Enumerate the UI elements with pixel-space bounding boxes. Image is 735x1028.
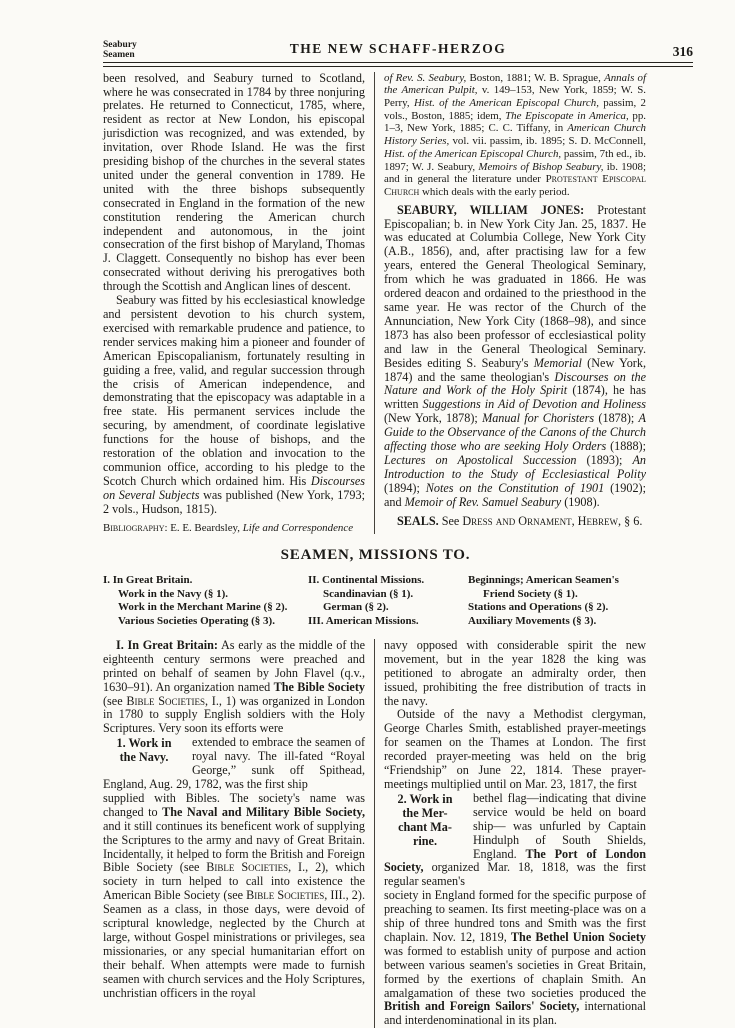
running-head [103,41,137,60]
paragraph-text: bethel flag—indicating that divine service would be held on board ship— was unfurled by Captain Hindulph of South Shields, England. The Port of London Society, organized Mar. 18, 1818, was the first regular seamen's [384,790,646,889]
outline-entry: Work in the Navy (§ 1). [118,587,228,600]
article-heading: SEAMEN, MISSIONS TO. [280,547,471,564]
paragraph-text: extended to embrace the seamen of royal navy. The ill-fated “Royal George,” sunk off Spithead, England, Aug. 29, 1782, was the first ship [103,735,365,791]
paragraph [103,792,365,1001]
paragraph-text: society in England formed for the specific purpose of preaching to seamen. Its first meeting-place was on a ship of three hundred tons and Smith was the first chaplain. Nov. 12, 1819, The Bethel Union Society was formed to establish unity of purpose and action between various seamen's societies in Great Britain, formed by the exertions of chaplain Smith. An amalgamation of these two societies produced the British and Foreign Sailors' Society, international and interdenominational in its plan. [384,888,646,1028]
page-number: 316 [672,44,693,59]
paragraph [103,736,365,792]
top-section [103,72,648,535]
header-rule [103,62,693,67]
page-header [103,34,693,60]
outline-column-1 [103,574,308,628]
paragraph-text: Seabury was fitted by his ecclesiastical knowledge and persistent devotion to his church system, exercised with remarkable prudence and patience, to render services making him a pioneer and founder of American Episcopalianism, fortunately resulting in guiding a free, valid, and regular succession through the crisis of American independence, and demonstrating that the episcopacy was adaptable in a free state. His permanent services include the securing, by amendment, of coordinate legislative functions for the house of bishops, and the restoration of the oblation and invocation to the communion office, according to his pledge to the Scotch Church which ordained him. His Discourses on Several Subjects was published (New York, 1793; 2 vols., Hudson, 1815). [103,293,365,516]
paragraph-text: been resolved, and Seabury turned to Scotland, where he was consecrated in 1784 by three nonjuring prelates. He returned to Connecticut, 1785, where, resident as rector at New London, his episcopal jurisdiction was recognized, and was extended, by invitation, over Rhode Island. He was the first presiding bishop of the churches in the several states united under the general convention in 1789. He united with the three bishops subsequently consecrated in England in the formation of the new constitution rendering the American church independent and autonomous, in the joint consecration of the first bishop of Maryland, Thomas J. Claggett. Consequently no bishop has ever been consecrated without deriving his prerogatives both through the Scottish and Anglican lines of descent. [103,70,365,294]
paragraph-text: of Rev. S. Seabury, Boston, 1881; W. B. Sprague, Annals of the American Pulpit, v. 149–153, New York, 1859; W. S. Perry, Hist. of the American Episcopal Church, passim, 2 vols., Boston, 1885; idem, The Episcopate in America, pp. 1–3, New York, 1885; C. C. Tiffany, in American Church History Series, vol. vii. passim, ib. 1895; S. D. McConnell, Hist. of the American Episcopal Church, passim, 7th ed., ib. 1897; W. J. Seabury, Memoirs of Bishop Seabury, ib. 1908; and in general the literature under Protestant Episcopal Church which deals with the early period. [384,71,647,198]
outline-entry: Stations and Operations (§ 2). [468,601,609,614]
running-head-line-2: Seamen [103,49,135,60]
paragraph-text: I. In Great Britain: As early as the middle of the eighteenth century sermons were preached and printed on behalf of seamen by John Flavel (q.v., 1630–91). An organization named The Bible Society (see Bible Societies, I., 1) was organized in London in 1780 to supply English soldiers with the Holy Scriptures. Very soon its efforts were [103,637,365,736]
paragraph-text: Outside of the navy a Methodist clergyman, George Charles Smith, established prayer-meetings for seamen on the Thames at London. The first recorded prayer-meeting was held on the brig “Friendship” on June 22, 1814. These prayer-meetings multiplied until on Mar. 23, 1817, the first [384,707,646,791]
outline-entry: Work in the Merchant Marine (§ 2). [118,601,288,614]
paragraph [384,639,646,709]
seamen-left-column [103,639,365,1028]
paragraph [384,792,646,889]
paragraph [384,889,646,1028]
running-head-line-1: Seabury [103,40,137,50]
paragraph [384,204,646,510]
outline-entry: Scandinavian (§ 1). [323,587,414,600]
outline-entry: Beginnings; American Seamen's [468,574,619,587]
column-divider [374,72,375,535]
section-sidehead: 1. Work in the Navy. [116,736,172,765]
outline-column-3 [468,574,648,628]
paragraph [384,72,646,199]
outline-entry: II. Continental Missions. [308,574,425,587]
paragraph [384,708,646,791]
outline-entry: Friend Society (§ 1). [483,587,578,600]
paragraph-text: SEABURY, WILLIAM JONES: Protestant Episcopalian; b. in New York City Jan. 25, 1837. He was educated at Columbia College, New York City (A.B., 1856), and, after practising law for a few years, entered the General Theological Seminary, from which he was graduated in 1866. He was ordered deacon and ordained to the priesthood in the same year. He was rector of the Church of the Annunciation, New York City (1868–98), and since 1873 has also been professor of ecclesiastical polity and law in the General Theological Seminary. Besides editing S. Seabury's Memorial (New York, 1874) and the same theologian's Discourses on the Nature and Work of the Holy Spirit (1874), he has written Suggestions in Aid of Devotion and Holiness (New York, 1878); Manual for Choristers (1878); A Guide to the Observance of the Canons of the Church affecting those who are seeking Holy Orders (1888); Lectures on Apostolical Succession (1893); An Introduction to the Study of Ecclesiastical Polity (1894); Notes on the Constitution of 1901 (1902); and Memoir of Rev. Samuel Seabury (1908). [384,202,646,509]
top-left-column [103,72,365,535]
outline-entry: I. In Great Britain. [103,574,193,587]
outline-entry: German (§ 2). [323,601,389,614]
outline-entry: Auxiliary Movements (§ 3). [468,614,597,627]
paragraph [103,294,365,517]
outline-entry: III. American Missions. [308,614,419,627]
outline-column-2 [308,574,468,628]
book-title: THE NEW SCHAFF-HERZOG [289,41,507,56]
column-divider [374,639,375,1028]
page-content [103,34,693,1028]
bottom-section [103,639,648,1028]
paragraph [103,72,365,295]
seamen-right-column [384,639,646,1028]
paragraph-text: supplied with Bibles. The society's name was changed to The Naval and Military Bible Society, and it still continues its beneficent work of supplying the Scriptures to the army and navy of Great Britain. Incidentally, it helped to form the British and Foreign Bible Society (see Bible Societies, I., 2), which society in turn helped to call into existence the American Bible Society (see Bible Societies, III., 2). Seamen as a class, in those days, were devoid of scriptural knowledge, neglected by the Church at large, without Gospel ministrations or privileges, sea missionaries, or any special humanitarian effort on their behalf. When attempts were made to furnish seamen with church services and the Holy Scriptures, unchristian officers in the royal [103,790,365,1000]
paragraph [103,639,365,736]
paragraph [384,515,646,529]
paragraph [103,522,365,535]
paragraph-text: Bibliography: E. E. Beardsley, Life and Correspondence [103,521,354,534]
outline-entry: Various Societies Operating (§ 3). [118,614,275,627]
paragraph-text: navy opposed with considerable spirit the new movement, but in the year 1828 the king was petitioned to abrogate an admiralty order, then issued, prohibiting the free distribution of tracts in the navy. [384,637,646,708]
section-sidehead: 2. Work in the Mer- chant Ma- rine. [397,791,453,848]
paragraph-text: SEALS. See Dress and Ornament, Hebrew, § 6. [397,513,643,528]
top-right-column [384,72,646,535]
article-outline [103,574,648,628]
